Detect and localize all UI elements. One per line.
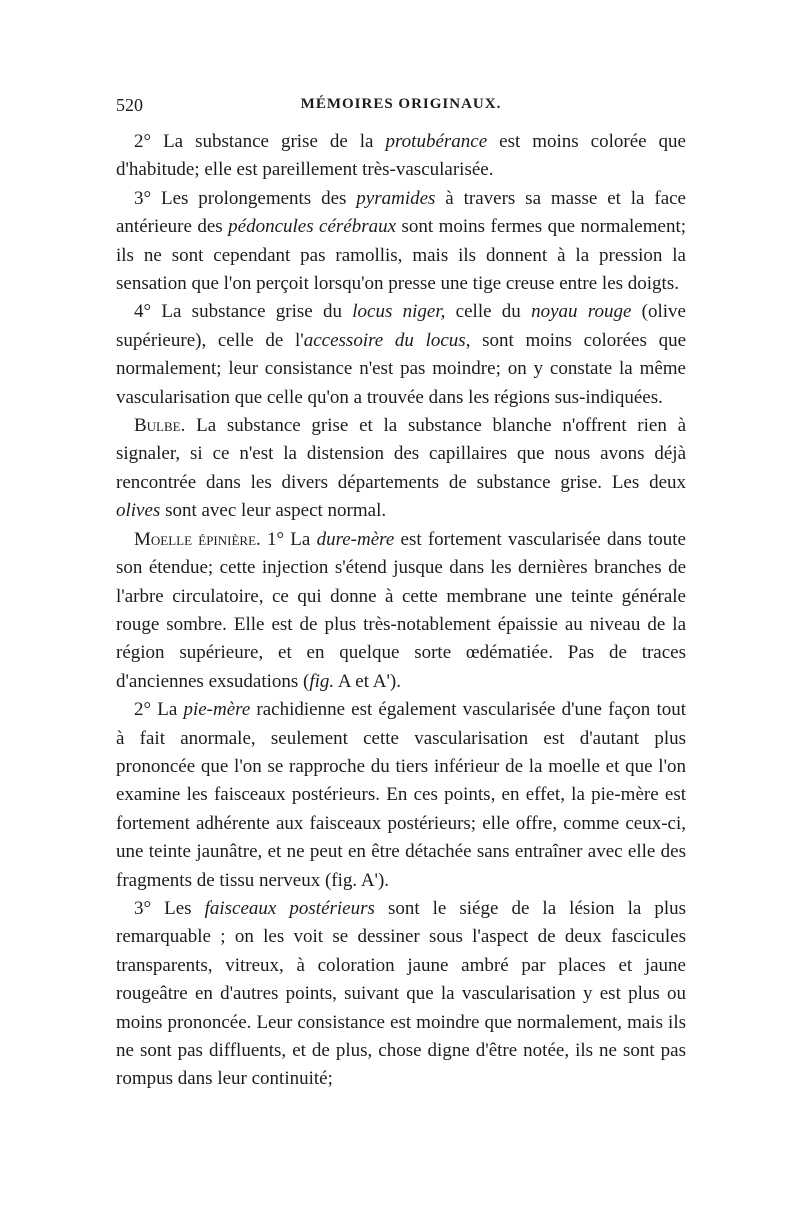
paragraph-pie-mere [116,696,686,895]
italic-term: pie-mère [183,699,251,721]
paragraph-protuberance [116,128,686,185]
paragraph-locus-niger [116,298,686,412]
page-number: 520 [116,95,143,115]
text-run: sont avec leur aspect normal. [160,500,387,522]
italic-term: locus niger, [352,301,446,323]
text-run: (olive supérieure), celle de l' [116,301,686,351]
text-run: 1° La [260,528,317,550]
body-text [116,128,686,1094]
italic-term: pédoncules cérébraux [228,216,397,238]
text-run: est moins colorée que d'habitude; elle est pareillement très-vascularisée. [116,131,686,181]
italic-term: protubérance [385,131,488,152]
paragraph-bulbe [116,412,686,526]
paragraph-faisceaux-posterieurs [116,895,686,1094]
italic-term: dure-mère [316,528,395,550]
text-run: 2° La [134,699,184,721]
text-run: 3° Les prolongements des [134,187,357,209]
text-run: à travers sa masse et la face antérieure des [116,187,686,238]
paragraph-pyramides [116,185,686,299]
text-run: 4° La substance grise du [134,301,353,323]
text-run: 2° La substance grise de la [134,131,386,152]
paragraph-moelle-epiniere [116,526,686,696]
italic-term: olives [116,500,161,522]
italic-term: noyau rouge [531,301,632,323]
text-run: 3° Les [134,897,205,919]
italic-term: pyramides [356,187,436,209]
text-run: est fortement vascularisée dans toute son étendue; cette injection s'étend jusque dans les dernières branches de l'arbre circulatoire, ce qui donne à cette membrane une teinte générale rouge sombre. Elle est de plus très-notablement épaissie au niveau de la région supérieure, et en quelque sorte œdématiée. Pas de traces d'anciennes exsudations ( [116,528,686,692]
text-run: La substance grise et la substance blanche n'offrent rien à signaler, si ce n'est la distension des capillaires que nous avons déjà rencontrée dans les divers départements de substance grise. Les deux [116,415,686,493]
text-run: rachidienne est également vascularisée d'une façon tout à fait anormale, seulement cette vascularisation est d'autant plus prononcée que l'on se rapproche du tiers inférieur de la moelle et que l'on examine les faisceaux postérieurs. En ces points, en effet, la pie-mère est fortement adhérente aux faisceaux postérieurs; elle offre, comme ceux-ci, une teinte jaunâtre, et ne peut en être détachée sans entraîner avec elle des fragments de tissu nerveux (fig. A'). [116,699,686,891]
text-run: sont moins fermes que normalement; ils ne sont cependant pas ramollis, mais ils donnent à la pression la sensation que l'on perçoit lorsqu'on presse une tige creuse entre les doigts. [116,216,686,295]
page-header [116,95,686,121]
italic-term: faisceaux postérieurs [204,897,375,919]
italic-term: accessoire du locus [303,329,466,351]
text-run: sont le siége de la lésion la plus remarquable ; on les voit se dessiner sous l'aspect de deux fascicules transparents, vitreux, à coloration jaune ambré par places et jaune rougeâtre en d'autres points, suivant que la vascularisation y est plus ou moins prononcée. Leur consistance est moindre que normalement, mais ils ne sont pas diffluents, et de plus, chose digne d'être notée, ils ne sont pas rompus dans leur continuité; [116,897,687,1090]
text-run: celle du [445,301,532,323]
text-run: , sont moins colorées que normalement; leur consistance n'est pas moindre; on y constate la même vascularisation que celle qu'on a trouvée dans les régions sus-indiquées. [116,329,686,408]
running-head: MÉMOIRES ORIGINAUX. [300,96,502,112]
text-run: A et A'). [334,670,401,692]
section-label: Moelle épinière. [134,528,261,550]
italic-term: fig. [309,670,335,692]
section-label: Bulbe. [134,415,186,437]
